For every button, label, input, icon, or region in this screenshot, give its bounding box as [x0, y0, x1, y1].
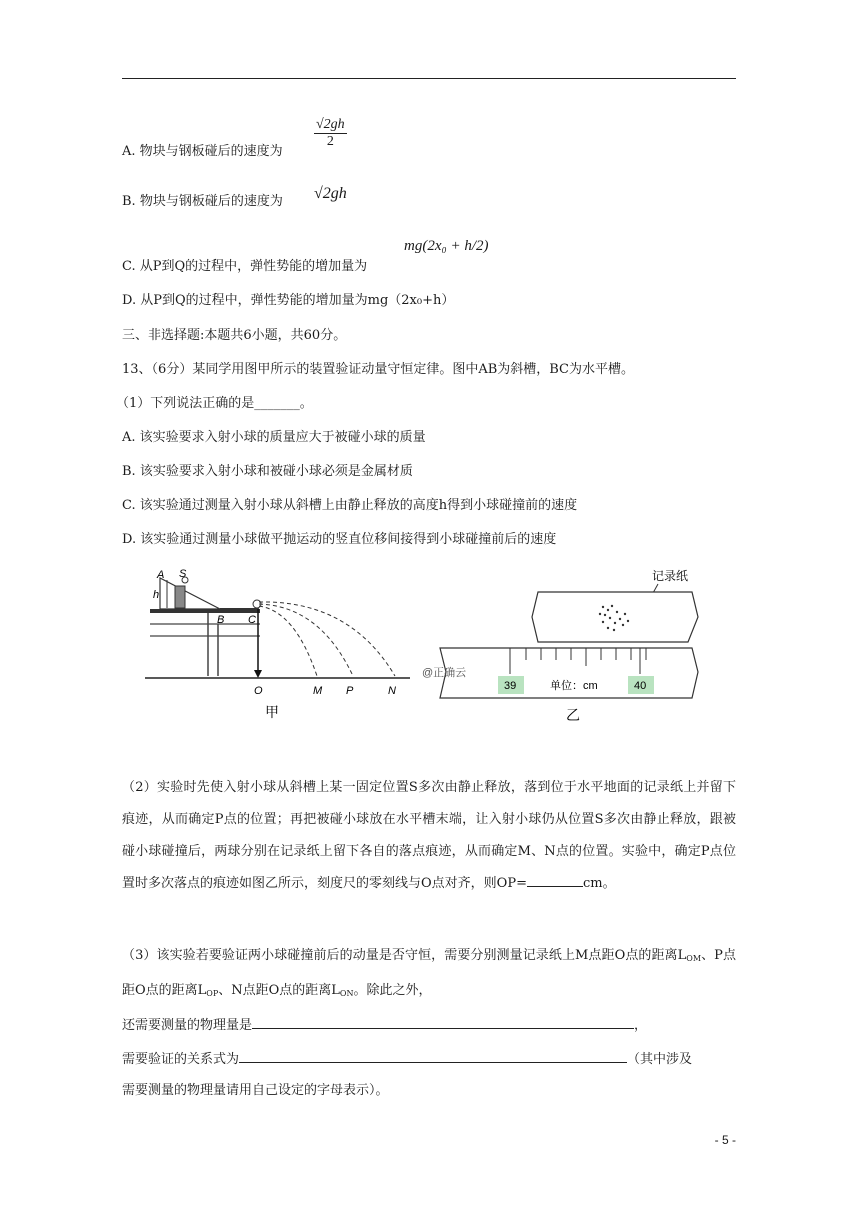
q13-option-a: A. 该实验要求入射小球的质量应大于被碰小球的质量 — [122, 430, 426, 445]
label-h: h — [153, 589, 160, 601]
figure-yi — [420, 562, 710, 728]
label-o: O — [254, 685, 263, 697]
label-p: P — [346, 685, 354, 697]
option-a-formula: $\frac{√2gh}{2}$ — [316, 117, 345, 149]
option-a: A. 物块与钢板碰后的速度为 — [122, 144, 283, 159]
option-c-formula: mg(2x₀ + h/2) — [404, 238, 489, 254]
question-13-intro: 13、（6分）某同学用图甲所示的装置验证动量守恒定律。图中AB为斜槽，BC为水平槽。 — [122, 362, 634, 377]
op-answer-blank[interactable] — [527, 872, 583, 887]
option-c: C. 从P到Q的过程中，弹性势能的增加量为 — [122, 259, 368, 274]
question-13-part3-note: 需要测量的物理量请用自己设定的字母表示）。 — [122, 1083, 389, 1098]
tick-40: 40 — [634, 680, 647, 692]
question-13-part2: （2）实验时先使入射小球从斜槽上某一固定位置S多次由静止释放，落到位于水平地面的记录纸上并留下痕迹，从而确定P点的位置；再把被碰小球放在水平槽末端，让入射小球仍从位置S多次由静止释放，跟被碰小球碰撞后，两球分别在记录纸上留下各自的落点痕迹，从而确定M、N点的位置。实验中，确定P点位置时多次落点的痕迹如图乙所示，刻度尺的零刻线与O点对齐，则OP= cm。 — [122, 780, 736, 891]
question-13-part3-quantity: 还需要测量的物理量是 ， — [122, 1014, 647, 1035]
section-heading: 三、非选择题:本题共6小题，共60分。 — [122, 328, 347, 343]
q13-option-c: C. 该实验通过测量入射小球从斜槽上由静止释放的高度h得到小球碰撞前的速度 — [122, 498, 578, 513]
q13-option-d: D. 该实验通过测量小球做平抛运动的竖直位移间接得到小球碰撞前后的速度 — [122, 532, 557, 547]
label-n: N — [388, 685, 396, 697]
label-record-paper: 记录纸 — [652, 569, 689, 583]
figure-jia — [145, 566, 415, 726]
watermark: @正确云 — [422, 667, 467, 679]
caption-yi: 乙 — [566, 707, 580, 723]
question-13-part3-relation: 需要验证的关系式为 （其中涉及 — [122, 1048, 692, 1069]
page-number: - 5 - — [714, 1133, 736, 1147]
q13-option-b: B. 该实验要求入射小球和被碰小球必须是金属材质 — [122, 464, 413, 479]
option-b-formula: √2gh — [314, 185, 347, 202]
header-rule — [122, 78, 736, 79]
label-s: S — [179, 568, 187, 580]
question-13-part3: （3）该实验若要验证两小球碰撞前后的动量是否守恒，需要分别测量记录纸上M点距O点的距离$L_{OM}$、P点距O点的距离$L_{OP}$、N点距O点的距离$L_{ON}$。除此之外， — [122, 948, 736, 998]
quantity-answer-blank[interactable] — [252, 1014, 634, 1029]
label-b: B — [217, 614, 225, 626]
label-a: A — [157, 569, 165, 581]
label-c: C — [248, 614, 256, 626]
ruler-unit: 单位：cm — [550, 680, 598, 692]
option-d: D. 从P到Q的过程中，弹性势能的增加量为mg（2x₀+h） — [122, 293, 455, 308]
caption-jia: 甲 — [265, 704, 279, 720]
relation-answer-blank[interactable] — [239, 1048, 627, 1063]
question-13-part1: （1）下列说法正确的是_______。 — [116, 396, 313, 411]
option-b: B. 物块与钢板碰后的速度为 — [122, 194, 283, 209]
tick-39: 39 — [504, 680, 517, 692]
label-m: M — [313, 685, 323, 697]
